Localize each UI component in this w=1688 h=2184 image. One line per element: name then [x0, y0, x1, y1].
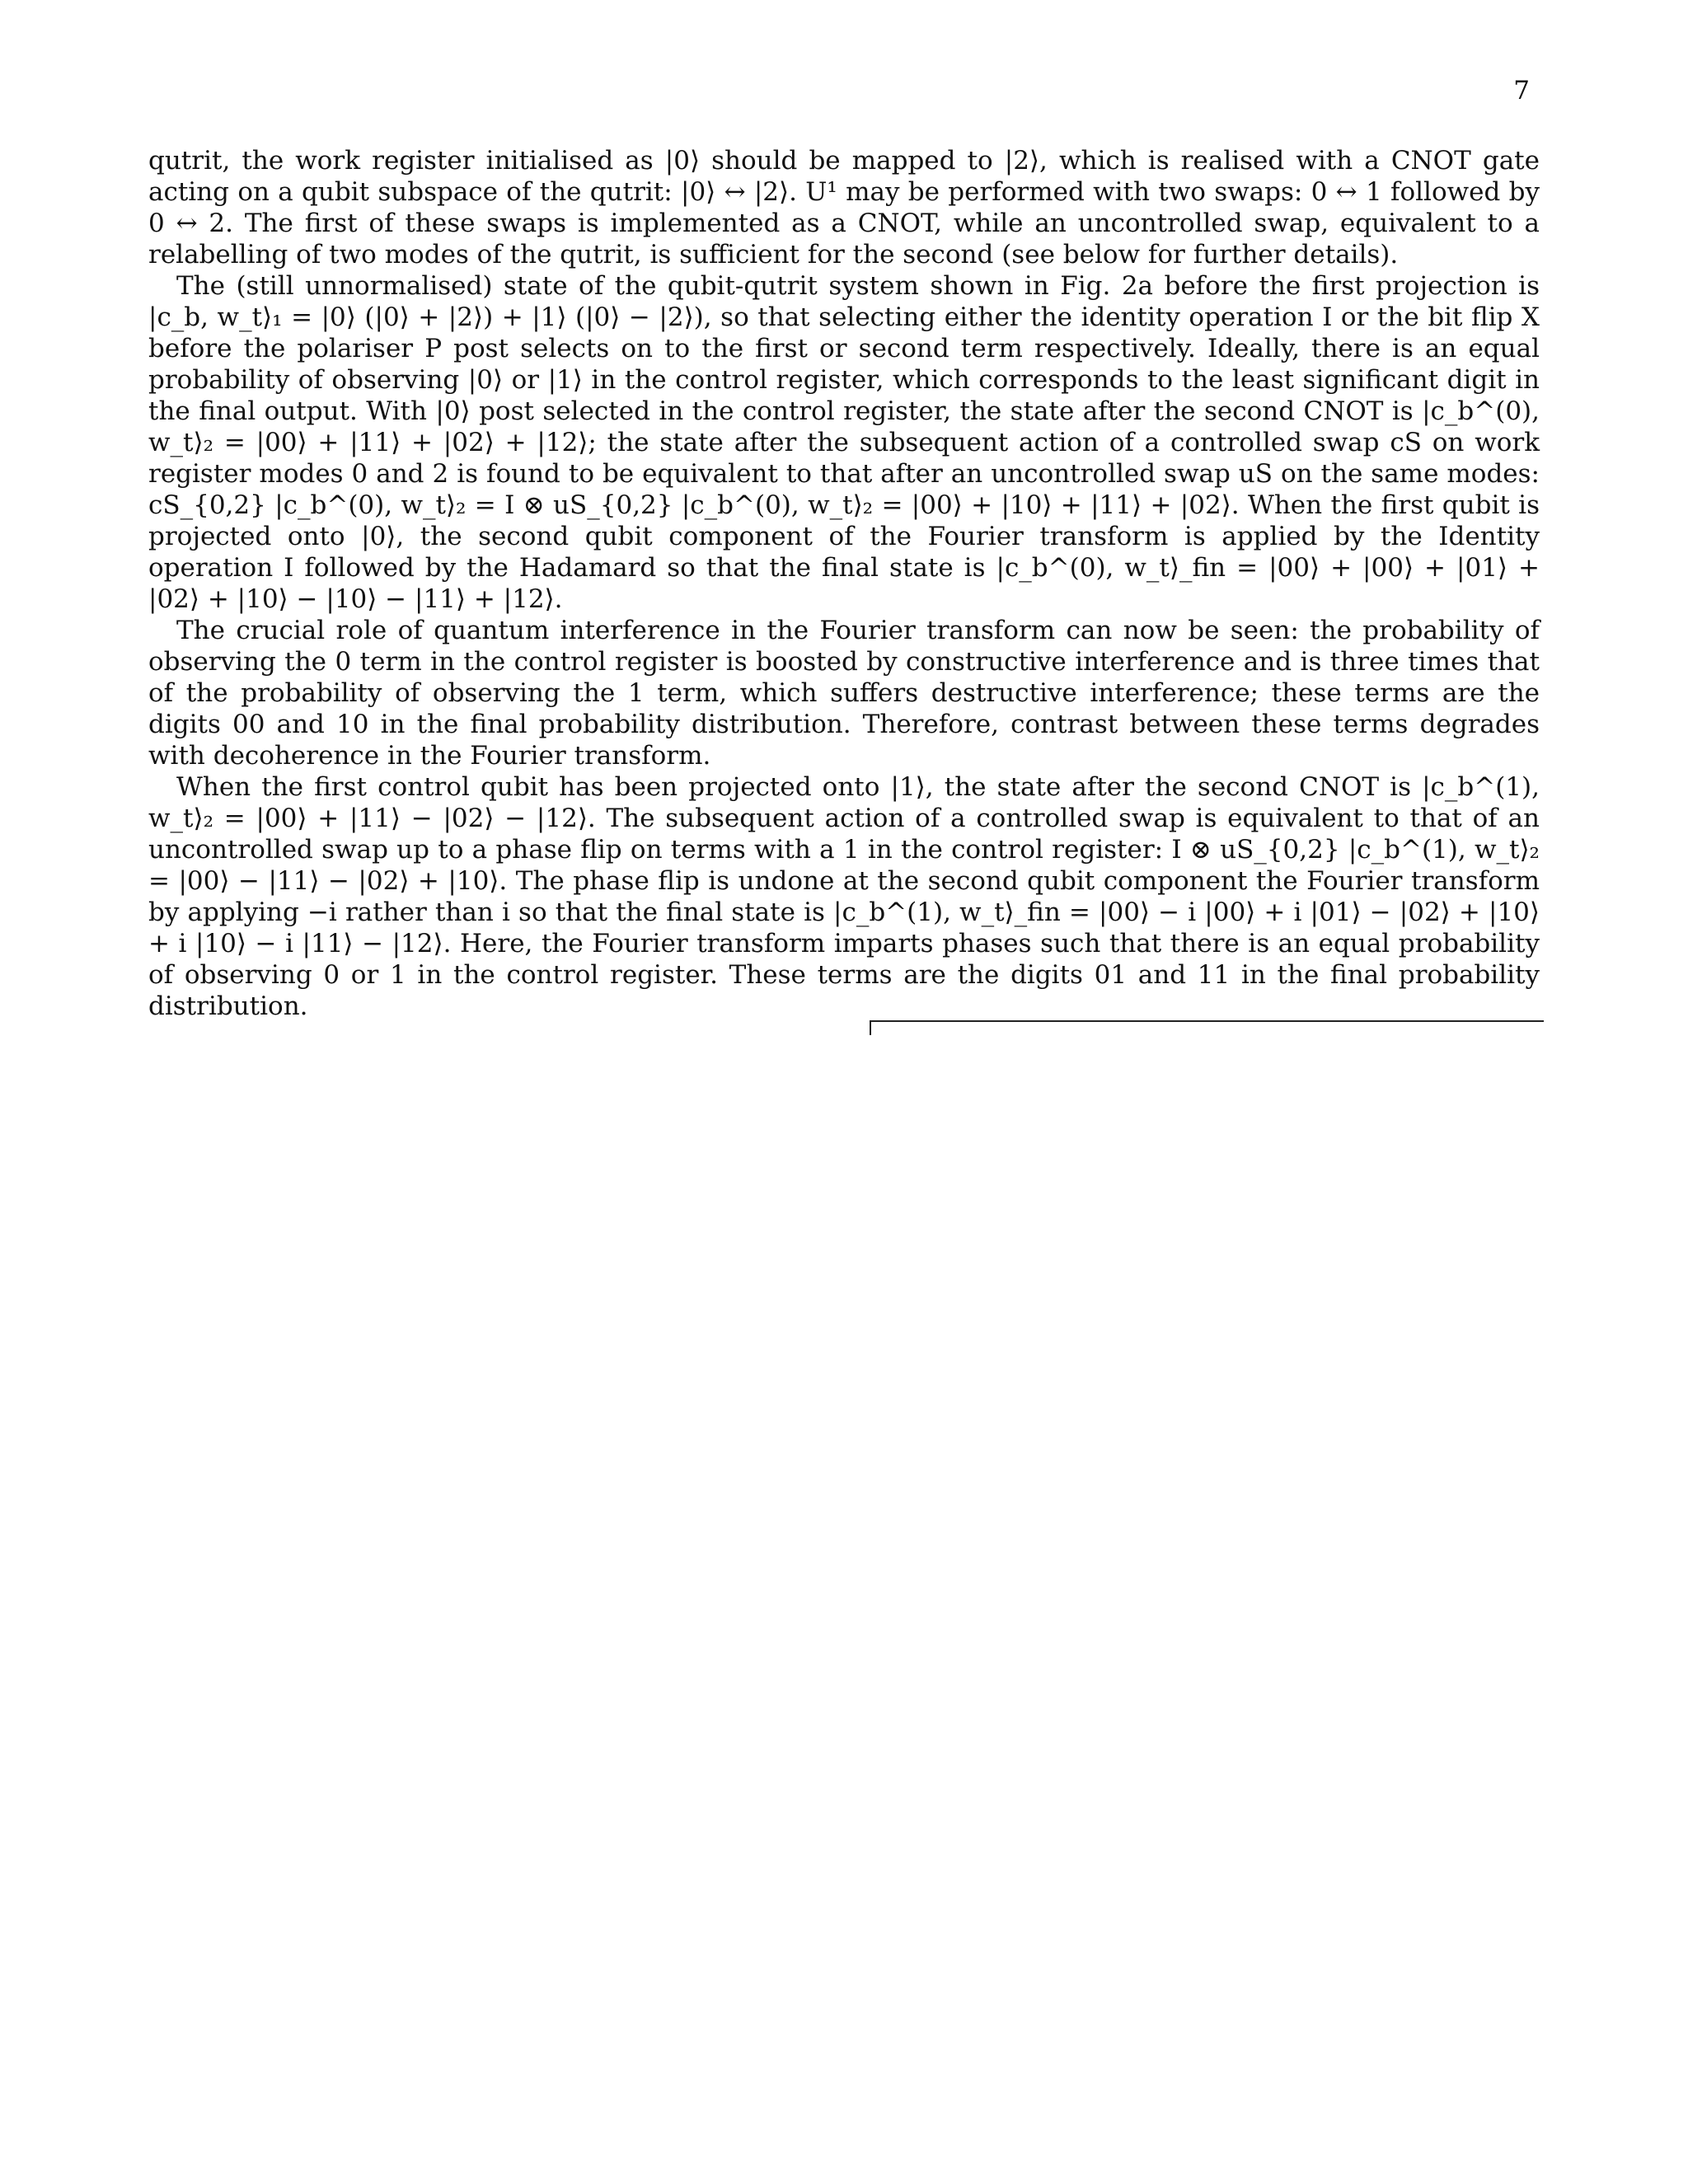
paragraph-4: When the first control qubit has been projected onto |1⟩, the state after the second CNOT is |c_b^(1), w_t⟩₂ = |00⟩ + |11⟩ − |02⟩ − |12⟩. The subsequent action of a controlled swap is equivalent to that of an uncontrolled swap up to a phase flip on terms with a 1 in the control register: I ⊗ uS_{0,2} |c_b^(1), w_t⟩₂ = |00⟩ − |11⟩ − |02⟩ + |10⟩. The phase flip is undone at the second qubit component the Fourier transform by applying −i rather than i so that the final state is |c_b^(1), w_t⟩_fin = |00⟩ − i |00⟩ + i |01⟩ − |02⟩ + |10⟩ + i |10⟩ − i |11⟩ − |12⟩. Here, the Fourier transform imparts phases such that there is an equal probability of observing 0 or 1 in the control register. These terms are the digits 01 and 11 in the final probability distribution. — [148, 772, 1540, 1021]
paragraph-3: The crucial role of quantum interference in the Fourier transform can now be seen: the probability of observing the 0 term in the control register is boosted by constructive interference and is three times that of the probability of observing the 1 term, which suffers destructive interference; these terms are the digits 00 and 10 in the final probability distribution. Therefore, contrast between these terms degrades with decoherence in the Fourier transform. — [148, 616, 1540, 771]
footnote-rule-tick — [870, 1020, 871, 1035]
page-number: 7 — [1513, 76, 1530, 105]
body-text — [148, 145, 1540, 1022]
paragraph-1: qutrit, the work register initialised as |0⟩ should be mapped to |2⟩, which is realised with a CNOT gate acting on a qubit subspace of the qutrit: |0⟩ ↔ |2⟩. U¹ may be performed with two swaps: 0 ↔ 1 followed by 0 ↔ 2. The first of these swaps is implemented as a CNOT, while an uncontrolled swap, equivalent to a relabelling of two modes of the qutrit, is sufficient for the second (see below for further details). — [148, 146, 1540, 269]
paragraph-2: The (still unnormalised) state of the qubit-qutrit system shown in Fig. 2a before the first projection is |c_b, w_t⟩₁ = |0⟩ (|0⟩ + |2⟩) + |1⟩ (|0⟩ − |2⟩), so that selecting either the identity operation I or the bit flip X before the polariser P post selects on to the first or second term respectively. Ideally, there is an equal probability of observing |0⟩ or |1⟩ in the control register, which corresponds to the least significant digit in the final output. With |0⟩ post selected in the control register, the state after the second CNOT is |c_b^(0), w_t⟩₂ = |00⟩ + |11⟩ + |02⟩ + |12⟩; the state after the subsequent action of a controlled swap cS on work register modes 0 and 2 is found to be equivalent to that after an uncontrolled swap uS on the same modes: cS_{0,2} |c_b^(0), w_t⟩₂ = I ⊗ uS_{0,2} |c_b^(0), w_t⟩₂ = |00⟩ + |10⟩ + |11⟩ + |02⟩. When the first qubit is projected onto |0⟩, the second qubit component of the Fourier transform is applied by the Identity operation I followed by the Hadamard so that the final state is |c_b^(0), w_t⟩_fin = |00⟩ + |00⟩ + |01⟩ + |02⟩ + |10⟩ − |10⟩ − |11⟩ + |12⟩. — [148, 271, 1540, 614]
footnote-rule — [870, 1020, 1544, 1022]
